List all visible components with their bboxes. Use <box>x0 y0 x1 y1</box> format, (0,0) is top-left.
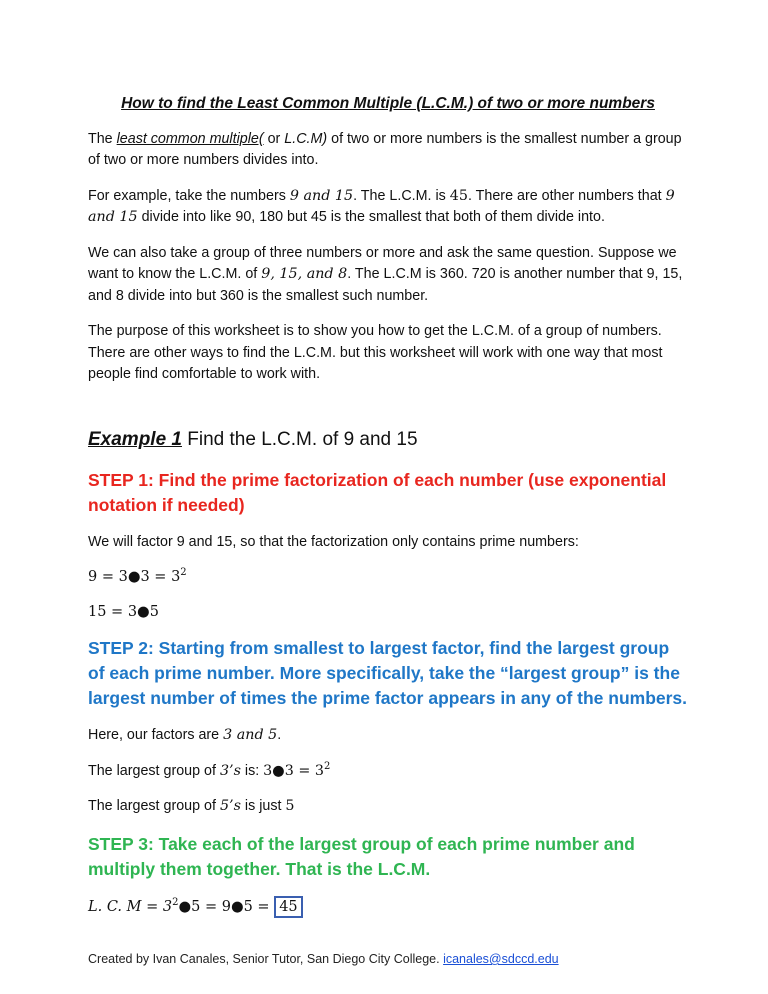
exponent: 2 <box>180 567 187 579</box>
text-span: . The L.C.M. is <box>353 187 450 204</box>
text-span: is just <box>240 798 286 814</box>
step-1-intro: We will factor 9 and 15, so that the factorization only contains prime numbers: <box>88 533 579 550</box>
math-expression: 5’s <box>219 798 241 814</box>
equation-text: L. C. M = 3 <box>88 898 173 915</box>
text-span: For example, take the numbers <box>88 187 290 204</box>
step-2-factors <box>88 725 688 747</box>
step-1-heading: STEP 1: Find the prime factorization of each number (use exponential notation if needed) <box>88 469 667 515</box>
step-3-heading: STEP 3: Take each of the largest group of each prime number and multiply them together. That is the L.C.M. <box>88 833 635 879</box>
math-expression: 3’s <box>219 762 241 779</box>
equation-text: 9 = 3●3 = 3 <box>88 569 181 585</box>
math-expression: 9 and 15 <box>289 187 354 204</box>
footer-text: Created by Ivan Canales, Senior Tutor, San Diego City College. <box>88 952 444 966</box>
email-link[interactable]: icanales@sdccd.edu <box>443 952 559 966</box>
term-lcm: least common multiple( <box>116 130 264 147</box>
text-span: . The L.C.M is 360. 720 is another number that 9, 15, and 8 divide into but 360 is the smallest such number. <box>88 266 683 304</box>
purpose-paragraph: The purpose of this worksheet is to show you how to get the L.C.M. of a group of numbers. There are other ways to find the L.C.M. but this worksheet will work with one way that most people find comfortable to work with. <box>88 323 663 382</box>
factorization-15: 15 = 3●5 <box>88 603 159 620</box>
math-expression: 45 <box>449 187 468 204</box>
math-expression: 9 and 15 <box>88 187 675 225</box>
factorization-9 <box>88 567 688 589</box>
text-span: of two or more numbers is the smallest number a group of two or more numbers divides into. <box>88 130 682 168</box>
footer <box>88 952 559 966</box>
text-span: or <box>263 130 285 147</box>
page-title: How to find the Least Common Multiple (L.C.M.) of two or more numbers <box>121 95 655 112</box>
exponent: 2 <box>172 896 179 908</box>
text-span: is: <box>240 762 264 779</box>
answer-box: 45 <box>274 896 302 918</box>
text-span: Here, our factors are <box>88 727 224 743</box>
example-paragraph <box>88 186 688 229</box>
text-span: The largest group of <box>88 762 220 779</box>
example-label: Example 1 <box>88 428 182 450</box>
largest-group-3 <box>88 761 688 783</box>
math-expression: 3●3 = 3 <box>263 762 325 779</box>
three-numbers-paragraph <box>88 243 688 308</box>
exponent: 2 <box>324 760 331 772</box>
math-expression: 5 <box>285 798 295 814</box>
text-span: The largest group of <box>88 798 220 814</box>
text-span: We can also take a group of three numbers or more and ask the same question. Suppose we want to know the L.C.M. of <box>88 244 677 282</box>
lcm-result <box>88 896 688 919</box>
example-heading <box>88 428 688 452</box>
text-span: . There are other numbers that <box>467 187 666 204</box>
term-abbr: L.C.M) <box>284 130 328 147</box>
math-expression: 9, 15, and 8 <box>261 266 348 282</box>
largest-group-5 <box>88 796 688 818</box>
definition-paragraph <box>88 129 688 172</box>
step-2-heading: STEP 2: Starting from smallest to largest factor, find the largest group of each prime number. More specifically, take the “largest group” is the largest number of times the prime factor appears in any of the numbers. <box>88 638 688 708</box>
math-expression: 3 and 5 <box>223 727 278 743</box>
example-text: Find the L.C.M. of 9 and 15 <box>182 428 418 450</box>
document-content <box>88 93 688 931</box>
equation-text: ●5 = 9●5 = <box>178 898 275 915</box>
text-span: divide into like 90, 180 but 45 is the smallest that both of them divide into. <box>137 209 605 225</box>
text-span: The <box>88 130 117 147</box>
text-span: . <box>277 727 282 743</box>
